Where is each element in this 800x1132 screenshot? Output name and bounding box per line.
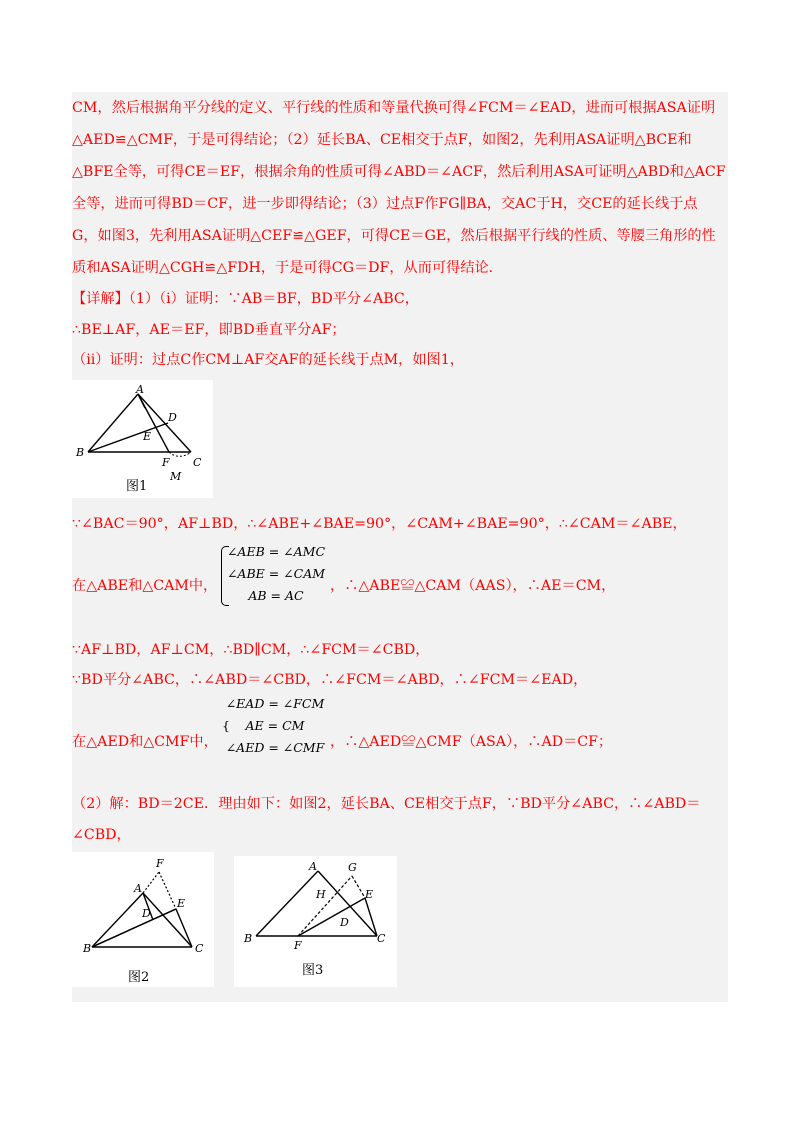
text-line: △AED≌△CMF，于是可得结论；（2）延长BA、CE相交于点F，如图2，先利用ASA证明△BCE和 (72, 132, 692, 148)
fig1-label-M: M (170, 470, 182, 483)
text-line: ∵∠BAC＝90°，AF⊥BD，∴∠ABE+∠BAE=90°，∠CAM+∠BAE=90°，∴∠CAM＝∠ABE， (72, 516, 687, 532)
fig2-label-B: B (83, 942, 92, 955)
text-line: 全等，进而可得BD＝CF，进一步即得结论；（3）过点F作FG∥BA，交AC于H，交CE的延长线于点 (72, 196, 698, 212)
fig3-caption: 图3 (302, 963, 324, 978)
figure-2 (72, 852, 214, 987)
fig1-caption: 图1 (126, 479, 148, 494)
fig3-label-A: A (309, 860, 317, 873)
fig2-label-D: D (142, 907, 151, 920)
fig1-label-D: D (168, 411, 177, 424)
text-line: ∵BD平分∠ABC，∴∠ABD＝∠CBD，∴∠FCM＝∠ABD，∴∠FCM＝∠EAD， (72, 672, 588, 688)
system-prefix: 在△AED和△CMF中， (72, 734, 218, 750)
equation-row: ∠ABE = ∠CAM (226, 566, 326, 581)
fig1-label-F: F (162, 456, 170, 469)
fig2-label-C: C (195, 942, 204, 955)
equation-row: ∠AED = ∠CMF (225, 740, 325, 755)
text-line: △BFE全等，可得CE＝EF，根据余角的性质可得∠ABD＝∠ACF，然后利用ASA可证明△ABD和△ACF (72, 164, 726, 180)
fig3-label-D: D (340, 916, 349, 929)
fig2-caption: 图2 (128, 970, 150, 985)
figure-3 (234, 856, 397, 987)
fig3-label-C: C (377, 932, 386, 945)
fig1-label-E: E (143, 430, 152, 443)
text-line: ∴BE⊥AF，AE＝EF，即BD垂直平分AF； (72, 322, 346, 338)
fig2-label-F: F (156, 857, 164, 870)
fig3-label-H: H (316, 888, 326, 901)
equation-row: AB = AC (248, 588, 304, 603)
fig3-label-B: B (244, 932, 253, 945)
fig1-label-C: C (193, 456, 202, 469)
system-suffix: ，∴△AED≌△CMF（ASA），∴AD＝CF； (330, 734, 613, 750)
system-suffix: ，∴△ABE≌△CAM（AAS），∴AE＝CM， (330, 578, 616, 594)
fig3-label-F: F (294, 939, 302, 952)
fig1-label-B: B (76, 446, 85, 459)
text-line: 质和ASA证明△CGH≌△FDH，于是可得CG＝DF，从而可得结论． (72, 260, 503, 276)
text-line: 【详解】（1）（ⅰ）证明：∵AB＝BF，BD平分∠ABC， (72, 291, 419, 307)
brace-glyph: { (222, 718, 230, 733)
equation-row: AE = CM (245, 718, 305, 733)
text-line: CM，然后根据角平分线的定义、平行线的性质和等量代换可得∠FCM＝∠EAD，进而可根据ASA证明 (72, 100, 716, 116)
fig2-label-E: E (177, 897, 186, 910)
text-line: ∠CBD， (72, 827, 131, 843)
text-line: ∵AF⊥BD，AF⊥CM，∴BD∥CM，∴∠FCM＝∠CBD， (72, 642, 430, 658)
fig3-label-G: G (348, 861, 357, 874)
figure-1 (72, 380, 213, 498)
text-line: G，如图3，先利用ASA证明△CEF≌△GEF，可得CE＝GE，然后根据平行线的性质、等腰三角形的性 (72, 228, 716, 244)
text-line: （2）解：BD＝2CE．理由如下：如图2，延长BA、CE相交于点F，∵BD平分∠ABC，∴∠ABD＝ (72, 796, 701, 812)
equation-row: ∠AEB = ∠AMC (226, 544, 326, 559)
equation-row: ∠EAD = ∠FCM (225, 696, 325, 711)
fig2-label-A: A (134, 882, 142, 895)
system-prefix: 在△ABE和△CAM中， (72, 578, 218, 594)
text-line: （ⅱ）证明：过点C作CM⊥AF交AF的延长线于点M，如图1， (72, 352, 464, 368)
fig1-label-A: A (136, 383, 144, 396)
fig3-label-E: E (365, 888, 374, 901)
